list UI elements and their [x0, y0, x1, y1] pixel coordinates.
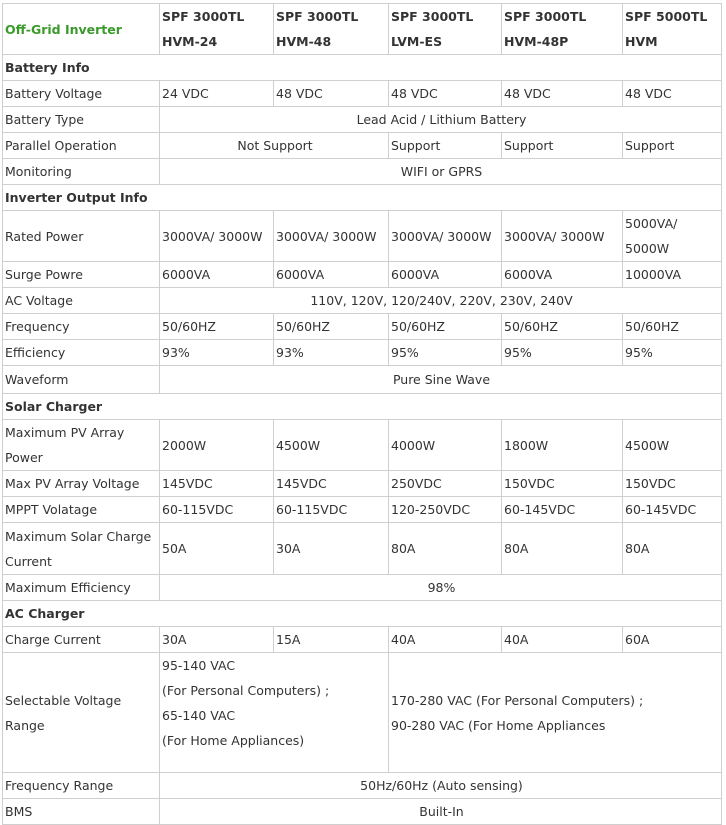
- cell: 3000VA/ 3000W: [160, 211, 274, 262]
- table-row: [3, 653, 722, 773]
- row-label: Maximum Efficiency: [3, 575, 160, 601]
- cell: 1800W: [502, 420, 623, 471]
- cell: 48 VDC: [502, 81, 623, 107]
- cell: 24 VDC: [160, 81, 274, 107]
- cell: 93%: [274, 340, 389, 366]
- table-row: [3, 262, 722, 288]
- table-row: [3, 366, 722, 394]
- cell: 30A: [274, 523, 389, 575]
- table-row: [3, 575, 722, 601]
- table-row: [3, 211, 722, 262]
- row-label: Battery Type: [3, 107, 160, 133]
- table-row: [3, 497, 722, 523]
- cell: 5000VA/ 5000W: [623, 211, 722, 262]
- cell: WIFI or GPRS: [160, 159, 722, 185]
- row-label: Selectable Voltage Range: [3, 653, 160, 773]
- cell: 40A: [502, 627, 623, 653]
- cell: Support: [389, 133, 502, 159]
- table-row: [3, 799, 722, 825]
- cell: 4000W: [389, 420, 502, 471]
- cell: 4500W: [623, 420, 722, 471]
- cell: 80A: [389, 523, 502, 575]
- row-label: Charge Current: [3, 627, 160, 653]
- cell: 60-115VDC: [274, 497, 389, 523]
- row-label: Battery Voltage: [3, 81, 160, 107]
- row-label: Monitoring: [3, 159, 160, 185]
- cell: 150VDC: [623, 471, 722, 497]
- cell: 48 VDC: [274, 81, 389, 107]
- header-row: [3, 4, 722, 55]
- row-label: MPPT Volatage: [3, 497, 160, 523]
- cell: 48 VDC: [389, 81, 502, 107]
- cell: 110V, 120V, 120/240V, 220V, 230V, 240V: [160, 288, 722, 314]
- cell: Built-In: [160, 799, 722, 825]
- row-label: Efficiency: [3, 340, 160, 366]
- cell: 3000VA/ 3000W: [389, 211, 502, 262]
- cell: Lead Acid / Lithium Battery: [160, 107, 722, 133]
- model-header: SPF 3000TL HVM-24: [160, 4, 274, 55]
- cell: Support: [623, 133, 722, 159]
- cell: 50A: [160, 523, 274, 575]
- section-row: [3, 185, 722, 211]
- table-row: [3, 133, 722, 159]
- cell: 2000W: [160, 420, 274, 471]
- row-label: Maximum Solar Charge Current: [3, 523, 160, 575]
- cell: 6000VA: [502, 262, 623, 288]
- cell: 60-115VDC: [160, 497, 274, 523]
- model-header: SPF 3000TL HVM-48P: [502, 4, 623, 55]
- row-label: Frequency Range: [3, 773, 160, 799]
- cell: Not Support: [160, 133, 389, 159]
- row-label: Waveform: [3, 366, 160, 394]
- row-label: AC Voltage: [3, 288, 160, 314]
- cell: 30A: [160, 627, 274, 653]
- model-header: SPF 3000TL LVM-ES: [389, 4, 502, 55]
- cell: 95%: [623, 340, 722, 366]
- table-row: [3, 773, 722, 799]
- cell: 15A: [274, 627, 389, 653]
- cell: 80A: [623, 523, 722, 575]
- section-title: Inverter Output Info: [3, 185, 722, 211]
- cell: 50/60HZ: [274, 314, 389, 340]
- cell: Pure Sine Wave: [160, 366, 722, 394]
- spec-table: [2, 3, 722, 825]
- row-label: Rated Power: [3, 211, 160, 262]
- row-label: Maximum PV Array Power: [3, 420, 160, 471]
- table-row: [3, 288, 722, 314]
- table-row: [3, 107, 722, 133]
- cell: 60A: [623, 627, 722, 653]
- section-title: Solar Charger: [3, 394, 722, 420]
- cell: 80A: [502, 523, 623, 575]
- row-label: Max PV Array Voltage: [3, 471, 160, 497]
- cell: 40A: [389, 627, 502, 653]
- cell: 60-145VDC: [623, 497, 722, 523]
- cell: 120-250VDC: [389, 497, 502, 523]
- cell: 6000VA: [274, 262, 389, 288]
- cell: 50/60HZ: [502, 314, 623, 340]
- row-label: Parallel Operation: [3, 133, 160, 159]
- cell: 95%: [502, 340, 623, 366]
- cell: 93%: [160, 340, 274, 366]
- table-row: [3, 81, 722, 107]
- row-label: BMS: [3, 799, 160, 825]
- cell: 250VDC: [389, 471, 502, 497]
- section-title: Battery Info: [3, 55, 722, 81]
- table-row: [3, 523, 722, 575]
- section-row: [3, 394, 722, 420]
- section-row: [3, 55, 722, 81]
- cell: 95%: [389, 340, 502, 366]
- cell: 150VDC: [502, 471, 623, 497]
- cell: 60-145VDC: [502, 497, 623, 523]
- table-row: [3, 314, 722, 340]
- cell: 6000VA: [389, 262, 502, 288]
- section-row: [3, 601, 722, 627]
- cell: 95-140 VAC (For Personal Computers) ; 65-140 VAC (For Home Appliances): [160, 653, 389, 773]
- model-header: SPF 3000TL HVM-48: [274, 4, 389, 55]
- cell: 50/60HZ: [160, 314, 274, 340]
- cell: 3000VA/ 3000W: [502, 211, 623, 262]
- table-row: [3, 420, 722, 471]
- table-row: [3, 471, 722, 497]
- cell: 48 VDC: [623, 81, 722, 107]
- row-label: Frequency: [3, 314, 160, 340]
- table-row: [3, 159, 722, 185]
- cell: 3000VA/ 3000W: [274, 211, 389, 262]
- cell: Support: [502, 133, 623, 159]
- cell: 4500W: [274, 420, 389, 471]
- section-title: AC Charger: [3, 601, 722, 627]
- cell: 145VDC: [160, 471, 274, 497]
- cell: 10000VA: [623, 262, 722, 288]
- cell: 6000VA: [160, 262, 274, 288]
- cell: 50/60HZ: [389, 314, 502, 340]
- cell: 170-280 VAC (For Personal Computers) ; 90-280 VAC (For Home Appliances: [389, 653, 722, 773]
- cell: 145VDC: [274, 471, 389, 497]
- cell: 50/60HZ: [623, 314, 722, 340]
- header-label: Off-Grid Inverter: [3, 4, 160, 55]
- table-row: [3, 340, 722, 366]
- table-row: [3, 627, 722, 653]
- row-label: Surge Powre: [3, 262, 160, 288]
- model-header: SPF 5000TL HVM: [623, 4, 722, 55]
- cell: 50Hz/60Hz (Auto sensing): [160, 773, 722, 799]
- cell: 98%: [160, 575, 722, 601]
